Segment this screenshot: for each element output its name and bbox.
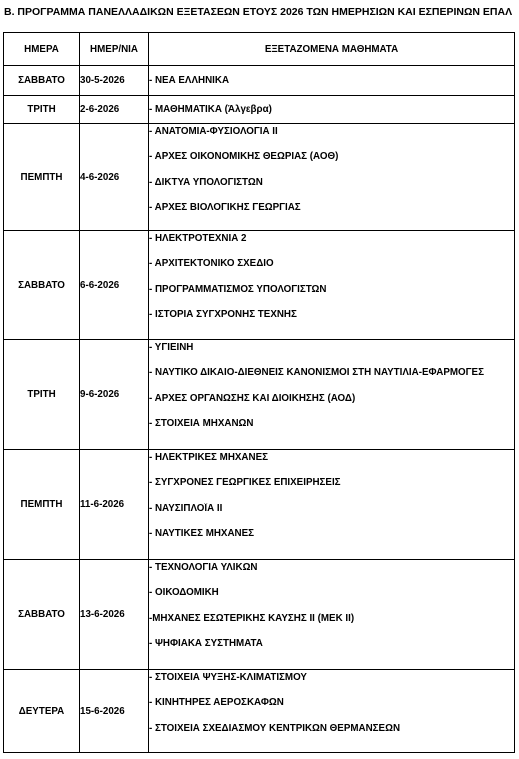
date-cell: 2-6-2026 bbox=[80, 96, 149, 124]
table-row bbox=[4, 66, 515, 96]
header-subjects: ΕΞΕΤΑΖΟΜΕΝΑ ΜΑΘΗΜΑΤΑ bbox=[149, 33, 515, 66]
subject-item: - ΠΡΟΓΡΑΜΜΑΤΙΣΜΟΣ ΥΠΟΛΟΓΙΣΤΩΝ bbox=[149, 283, 327, 295]
date-cell: 30-5-2026 bbox=[80, 66, 149, 96]
date-cell: 6-6-2026 bbox=[80, 231, 149, 340]
day-cell: ΤΡΙΤΗ bbox=[4, 340, 80, 450]
day-cell: ΣΑΒΒΑΤΟ bbox=[4, 560, 80, 670]
table-row bbox=[4, 124, 515, 231]
table-row bbox=[4, 340, 515, 450]
date-cell: 13-6-2026 bbox=[80, 560, 149, 670]
subjects-cell bbox=[149, 670, 515, 753]
subjects-cell bbox=[149, 560, 515, 670]
subjects-cell bbox=[149, 450, 515, 560]
header-day: ΗΜΕΡΑ bbox=[4, 33, 80, 66]
table-row bbox=[4, 450, 515, 560]
subject-item: - ΚΙΝΗΤΗΡΕΣ ΑΕΡΟΣΚΑΦΩΝ bbox=[149, 697, 284, 709]
table-row bbox=[4, 670, 515, 753]
exam-schedule-table bbox=[3, 32, 515, 753]
subject-item: - ΥΓΙΕΙΝΗ bbox=[149, 342, 194, 353]
header-date: ΗΜΕΡ/ΝΙΑ bbox=[80, 33, 149, 66]
subject-item: - ΑΝΑΤΟΜΙΑ-ΦΥΣΙΟΛΟΓΙΑ ΙΙ bbox=[149, 126, 278, 137]
day-cell: ΔΕΥΤΕΡΑ bbox=[4, 670, 80, 753]
subject-item: - ΣΤΟΙΧΕΙΑ ΜΗΧΑΝΩΝ bbox=[149, 417, 254, 429]
subjects-cell bbox=[149, 66, 515, 96]
subjects-cell bbox=[149, 231, 515, 340]
day-cell: ΠΕΜΠΤΗ bbox=[4, 124, 80, 231]
subjects-cell bbox=[149, 96, 515, 124]
subject-item: - ΝΑΥΣΙΠΛΟΪΑ ΙΙ bbox=[149, 502, 223, 514]
subject-item: - ΑΡΧΕΣ ΟΙΚΟΝΟΜΙΚΗΣ ΘΕΩΡΙΑΣ (ΑΟΘ) bbox=[149, 151, 339, 163]
subject-item: - ΗΛΕΚΤΡΙΚΕΣ ΜΗΧΑΝΕΣ bbox=[149, 452, 268, 463]
date-cell: 11-6-2026 bbox=[80, 450, 149, 560]
subject-item: - ΝΑΥΤΙΚΕΣ ΜΗΧΑΝΕΣ bbox=[149, 527, 255, 539]
date-cell: 4-6-2026 bbox=[80, 124, 149, 231]
subject-item: - ΝΕΑ ΕΛΛΗΝΙΚΑ bbox=[149, 74, 230, 86]
subject-item: - ΗΛΕΚΤΡΟΤΕΧΝΙΑ 2 bbox=[149, 233, 247, 244]
day-cell: ΣΑΒΒΑΤΟ bbox=[4, 231, 80, 340]
table-row bbox=[4, 231, 515, 340]
subject-item: - ΣΤΟΙΧΕΙΑ ΣΧΕΔΙΑΣΜΟΥ ΚΕΝΤΡΙΚΩΝ ΘΕΡΜΑΝΣΕΩΝ bbox=[149, 722, 401, 734]
subject-item: - ΤΕΧΝΟΛΟΓΙΑ ΥΛΙΚΩΝ bbox=[149, 562, 258, 573]
date-cell: 15-6-2026 bbox=[80, 670, 149, 753]
subject-item: - ΟΙΚΟΔΟΜΙΚΗ bbox=[149, 587, 219, 599]
date-cell: 9-6-2026 bbox=[80, 340, 149, 450]
subject-item: - ΣΥΓΧΡΟΝΕΣ ΓΕΩΡΓΙΚΕΣ ΕΠΙΧΕΙΡΗΣΕΙΣ bbox=[149, 477, 341, 489]
day-cell: ΠΕΜΠΤΗ bbox=[4, 450, 80, 560]
subject-item: - ΔΙΚΤΥΑ ΥΠΟΛΟΓΙΣΤΩΝ bbox=[149, 176, 263, 188]
subject-item: - ΜΑΘΗΜΑΤΙΚΑ (Άλγεβρα) bbox=[149, 103, 272, 115]
table-header-row bbox=[4, 33, 515, 66]
table-body bbox=[4, 66, 515, 753]
subject-item: - ΑΡΧΕΣ ΒΙΟΛΟΓΙΚΗΣ ΓΕΩΡΓΙΑΣ bbox=[149, 201, 301, 213]
table-row bbox=[4, 560, 515, 670]
table-row bbox=[4, 96, 515, 124]
subject-item: - ΣΤΟΙΧΕΙΑ ΨΥΞΗΣ-ΚΛΙΜΑΤΙΣΜΟΥ bbox=[149, 672, 307, 683]
day-cell: ΣΑΒΒΑΤΟ bbox=[4, 66, 80, 96]
subject-item: - ΝΑΥΤΙΚΟ ΔΙΚΑΙΟ-ΔΙΕΘΝΕΙΣ ΚΑΝΟΝΙΣΜΟΙ ΣΤΗ ΝΑΥΤΙΛΙΑ-ΕΦΑΡΜΟΓΕΣ bbox=[149, 367, 484, 379]
subject-item: - ΑΡΧΙΤΕΚΤΟΝΙΚΟ ΣΧΕΔΙΟ bbox=[149, 258, 274, 270]
subjects-cell bbox=[149, 340, 515, 450]
subject-item: - ΨΗΦΙΑΚΑ ΣΥΣΤΗΜΑΤΑ bbox=[149, 637, 263, 649]
subject-item: -ΜΗΧΑΝΕΣ ΕΣΩΤΕΡΙΚΗΣ ΚΑΥΣΗΣ ΙΙ (ΜΕΚ ΙΙ) bbox=[149, 612, 355, 624]
day-cell: ΤΡΙΤΗ bbox=[4, 96, 80, 124]
subject-item: - ΑΡΧΕΣ ΟΡΓΑΝΩΣΗΣ ΚΑΙ ΔΙΟΙΚΗΣΗΣ (ΑΟΔ) bbox=[149, 392, 356, 404]
subject-item: - ΙΣΤΟΡΙΑ ΣΥΓΧΡΟΝΗΣ ΤΕΧΝΗΣ bbox=[149, 308, 297, 320]
subjects-cell bbox=[149, 124, 515, 231]
document-title: Β. ΠΡΟΓΡΑΜΜΑ ΠΑΝΕΛΛΑΔΙΚΩΝ ΕΞΕΤΑΣΕΩΝ ΕΤΟΥΣ 2026 ΤΩΝ ΗΜΕΡΗΣΙΩΝ ΚΑΙ ΕΣΠΕΡΙΝΩΝ ΕΠΑΛ bbox=[4, 6, 513, 18]
